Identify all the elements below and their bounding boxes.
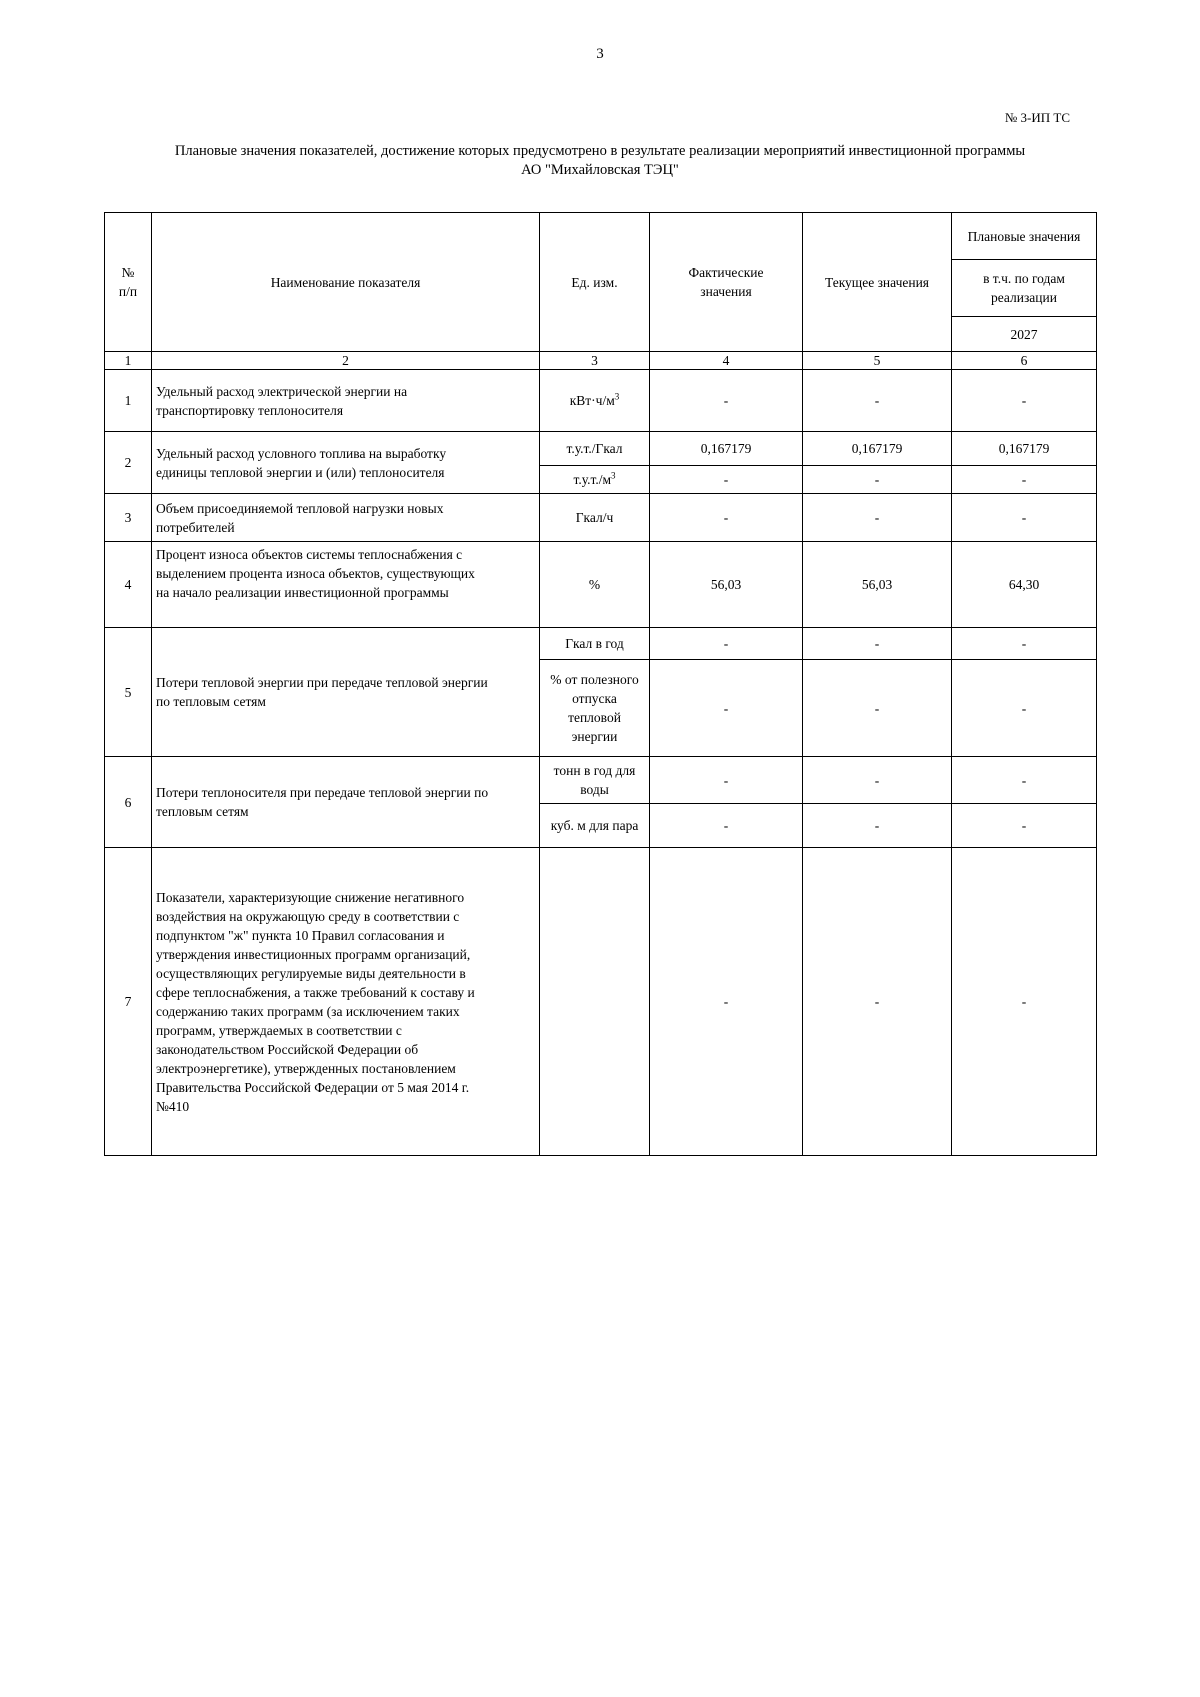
column-index: 3 xyxy=(540,352,650,370)
unit-text: т.у.т./м xyxy=(573,472,612,487)
indicator-name-line: единицы тепловой энергии и (или) теплоносителя xyxy=(156,464,445,480)
header-name: Наименование показателя xyxy=(152,213,540,352)
indicator-name xyxy=(152,370,540,432)
unit-cell: % xyxy=(540,542,650,628)
row-number: 2 xyxy=(105,432,152,494)
indicator-name-line: воздействия на окружающую среду в соответствии с xyxy=(156,908,460,924)
indicator-name-line: программ, утверждаемых в соответствии с xyxy=(156,1022,402,1038)
table-row xyxy=(105,628,1097,660)
indicator-name-line: Удельный расход условного топлива на выработку xyxy=(156,445,447,461)
table-row xyxy=(105,370,1097,432)
unit-line: энергии xyxy=(571,729,618,744)
actual-value: 0,167179 xyxy=(650,432,803,466)
indicator-name-line: Правительства Российской Федерации от 5 мая 2014 г. xyxy=(156,1079,470,1095)
current-value: - xyxy=(803,660,952,757)
indicator-name-line: законодательством Российской Федерации об xyxy=(156,1041,419,1057)
indicator-name-line: на начало реализации инвестиционной программы xyxy=(156,585,449,600)
indicator-name-line: подпунктом "ж" пункта 10 Правил согласования и xyxy=(156,927,445,943)
actual-value: - xyxy=(650,370,803,432)
row-number: 7 xyxy=(105,848,152,1156)
table-row xyxy=(105,848,1097,1156)
unit-cell xyxy=(540,370,650,432)
row-number: 6 xyxy=(105,757,152,848)
indicator-name-line: Объем присоединяемой тепловой нагрузки новых xyxy=(156,500,444,516)
actual-value: - xyxy=(650,757,803,804)
unit-cell: Гкал/ч xyxy=(540,494,650,542)
indicator-name-line: сфере теплоснабжения, а также требований к составу и xyxy=(156,984,475,1000)
indicator-name-line: электроэнергетике), утвержденных постановлением xyxy=(156,1060,456,1076)
table-row xyxy=(105,494,1097,542)
indicator-name-line: Удельный расход электрической энергии на xyxy=(156,383,408,399)
document-title-line: Плановые значения показателей, достижение которых предусмотрено в результате реализации мероприятий инвестиционной программы xyxy=(174,143,1026,159)
current-value: 0,167179 xyxy=(803,432,952,466)
indicator-name xyxy=(152,432,540,494)
row-number: 4 xyxy=(105,542,152,628)
actual-value: - xyxy=(650,628,803,660)
indicator-name-line: №410 xyxy=(156,1098,190,1114)
indicator-name-line: Показатели, характеризующие снижение негативного xyxy=(156,889,465,905)
unit-line: тонн в год для xyxy=(553,763,636,778)
indicator-name xyxy=(152,848,540,1156)
page-number: 3 xyxy=(596,46,604,62)
plan-value: - xyxy=(952,757,1097,804)
header-unit: Ед. изм. xyxy=(540,213,650,352)
unit-cell xyxy=(540,466,650,494)
current-value: - xyxy=(803,466,952,494)
current-value: - xyxy=(803,370,952,432)
actual-value: - xyxy=(650,494,803,542)
indicator-name-line: по тепловым сетям xyxy=(156,694,266,709)
plan-value: - xyxy=(952,848,1097,1156)
header-by-year xyxy=(952,260,1097,317)
indicator-name-line: содержанию таких программ (за исключением таких xyxy=(156,1003,460,1019)
actual-value: - xyxy=(650,848,803,1156)
current-value: - xyxy=(803,628,952,660)
indicator-name-line: Процент износа объектов системы теплоснабжения с xyxy=(156,547,463,562)
actual-value: - xyxy=(650,804,803,848)
unit-superscript: 3 xyxy=(614,391,620,402)
indicator-name-line: транспортировку теплоносителя xyxy=(156,402,344,418)
column-index: 4 xyxy=(650,352,803,370)
indicators-table xyxy=(104,212,1097,1156)
header-year: 2027 xyxy=(952,317,1097,352)
plan-value: 64,30 xyxy=(952,542,1097,628)
indicator-name xyxy=(152,494,540,542)
column-index: 2 xyxy=(152,352,540,370)
document-title xyxy=(100,142,1100,180)
header-current: Текущее значения xyxy=(803,213,952,352)
header-by-year-line: реализации xyxy=(991,290,1057,305)
indicator-name xyxy=(152,628,540,757)
current-value: 56,03 xyxy=(803,542,952,628)
indicator-name-line: выделением процента износа объектов, существующих xyxy=(156,566,475,581)
header-planned: Плановые значения xyxy=(952,213,1097,260)
header-actual xyxy=(650,213,803,352)
indicator-name-line: потребителей xyxy=(156,519,235,535)
table-row xyxy=(105,757,1097,804)
plan-value: 0,167179 xyxy=(952,432,1097,466)
actual-value: - xyxy=(650,660,803,757)
actual-value: - xyxy=(650,466,803,494)
plan-value: - xyxy=(952,628,1097,660)
header-number xyxy=(105,213,152,352)
indicator-name-line: Потери теплоносителя при передаче тепловой энергии по xyxy=(156,785,489,800)
plan-value: - xyxy=(952,466,1097,494)
unit-cell: куб. м для пара xyxy=(540,804,650,848)
indicator-name-line: Потери тепловой энергии при передаче тепловой энергии xyxy=(156,675,488,690)
actual-value: 56,03 xyxy=(650,542,803,628)
plan-value: - xyxy=(952,494,1097,542)
current-value: - xyxy=(803,494,952,542)
header-actual-line: значения xyxy=(700,284,752,299)
column-index-row xyxy=(105,352,1097,370)
unit-superscript: 3 xyxy=(611,470,616,481)
plan-value: - xyxy=(952,804,1097,848)
plan-value: - xyxy=(952,370,1097,432)
unit-line: отпуска xyxy=(572,691,617,706)
document-title-line: АО "Михайловская ТЭЦ" xyxy=(521,162,679,178)
indicator-name xyxy=(152,542,540,628)
indicator-name-line: тепловым сетям xyxy=(156,804,249,819)
indicator-name-line: осуществляющих регулируемые виды деятельности в xyxy=(156,965,466,981)
indicator-name xyxy=(152,757,540,848)
row-number: 5 xyxy=(105,628,152,757)
row-number: 3 xyxy=(105,494,152,542)
plan-value: - xyxy=(952,660,1097,757)
row-number: 1 xyxy=(105,370,152,432)
indicator-name-line: утверждения инвестиционных программ организаций, xyxy=(156,946,471,962)
current-value: - xyxy=(803,757,952,804)
table-row xyxy=(105,432,1097,466)
column-index: 6 xyxy=(952,352,1097,370)
form-code: № 3-ИП ТС xyxy=(1004,110,1070,125)
current-value: - xyxy=(803,804,952,848)
header-number-line: № xyxy=(121,265,135,280)
table-row xyxy=(105,542,1097,628)
unit-cell xyxy=(540,660,650,757)
unit-line: воды xyxy=(580,782,609,797)
column-index: 1 xyxy=(105,352,152,370)
unit-text: кВт·ч/м xyxy=(569,393,615,408)
unit-cell xyxy=(540,848,650,1156)
header-number-line: п/п xyxy=(118,284,138,299)
current-value: - xyxy=(803,848,952,1156)
unit-line: % от полезного xyxy=(550,672,639,687)
unit-cell: т.у.т./Гкал xyxy=(540,432,650,466)
header-actual-line: Фактические xyxy=(688,265,764,280)
column-index: 5 xyxy=(803,352,952,370)
unit-line: тепловой xyxy=(568,710,621,725)
header-by-year-line: в т.ч. по годам xyxy=(983,271,1065,286)
unit-cell: Гкал в год xyxy=(540,628,650,660)
unit-cell xyxy=(540,757,650,804)
